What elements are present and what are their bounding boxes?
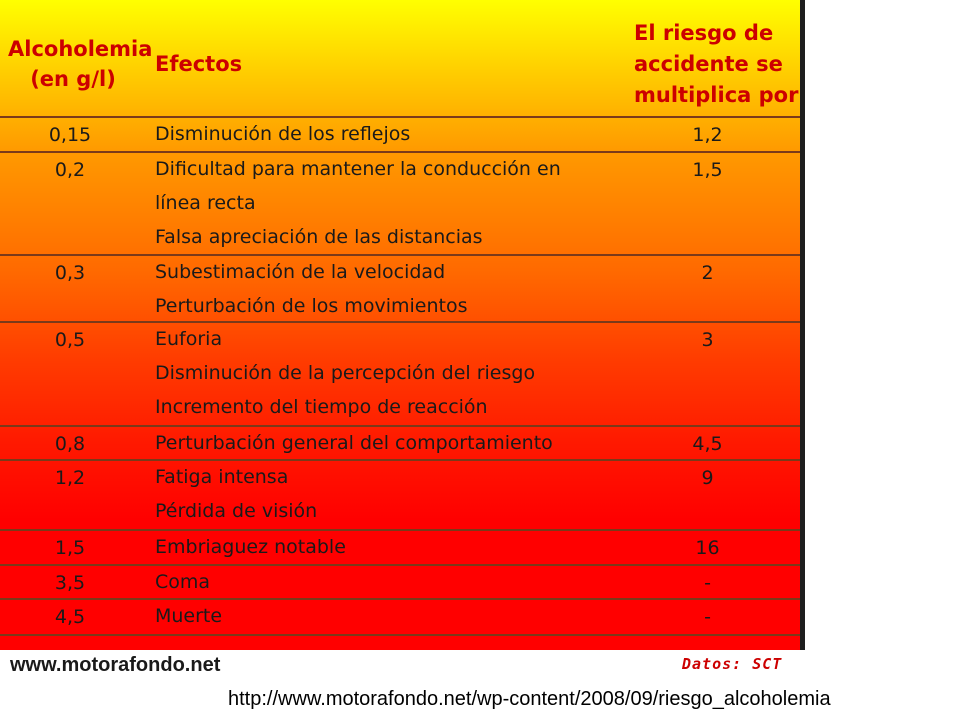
effects-cell [155, 599, 222, 633]
source-url-caption: http://www.motorafondo.net/wp-content/2008/09/riesgo_alcoholemia [228, 688, 831, 710]
table-right-border [800, 0, 805, 650]
risk-multiplier-cell: 16 [695, 537, 720, 559]
alcohol-level-cell: 1,5 [54, 537, 86, 559]
effects-cell [155, 530, 346, 564]
effect-line: Subestimación de la velocidad [155, 261, 446, 283]
effect-line: Euforia [155, 328, 223, 350]
alcohol-level-cell: 3,5 [54, 572, 86, 594]
table-row [0, 459, 800, 531]
effects-cell [155, 255, 468, 323]
effect-line: Coma [155, 571, 211, 593]
alcohol-level-cell: 0,15 [48, 124, 92, 146]
alcohol-level-cell: 0,3 [54, 262, 86, 284]
header-risk-line: accidente se [634, 52, 783, 76]
effect-line: Disminución de la percepción del riesgo [155, 362, 536, 384]
table-row [0, 254, 800, 323]
site-logo-text: www.motorafondo.net [10, 654, 221, 676]
header-alcohol [8, 34, 153, 94]
alcohol-level-cell: 0,2 [54, 159, 86, 181]
effects-cell [155, 460, 317, 528]
alcohol-level-cell: 4,5 [54, 606, 86, 628]
data-credit: Datos: SCT [682, 655, 783, 673]
header-risk-line: multiplica por [634, 83, 799, 107]
table-row [0, 321, 800, 427]
risk-multiplier-cell: - [704, 572, 711, 594]
risk-multiplier-cell: 1,2 [692, 124, 723, 146]
alcohol-level-cell: 1,2 [54, 467, 86, 489]
effect-line: Pérdida de visión [155, 500, 318, 522]
table-bottom-border [0, 634, 800, 636]
header-risk [634, 18, 798, 111]
alcohol-level-cell: 0,5 [54, 329, 86, 351]
effects-cell [155, 152, 561, 254]
table-row [0, 529, 800, 566]
header-alcohol-line: (en g/l) [30, 67, 116, 91]
effect-line: Falsa apreciación de las distancias [155, 226, 483, 248]
table-row [0, 598, 800, 636]
effect-line: línea recta [155, 192, 256, 214]
table-row [0, 564, 800, 600]
effects-cell [155, 322, 535, 424]
table-header [0, 0, 800, 113]
effect-line: Incremento del tiempo de reacción [155, 396, 488, 418]
table-row [0, 116, 800, 153]
effects-cell [155, 117, 410, 151]
risk-multiplier-cell: 3 [701, 329, 714, 351]
effect-line: Perturbación general del comportamiento [155, 432, 553, 454]
effect-line: Dificultad para mantener la conducción en [155, 158, 561, 180]
risk-multiplier-cell: 4,5 [692, 433, 723, 455]
risk-multiplier-cell: 2 [701, 262, 714, 284]
header-alcohol-line: Alcoholemia [8, 37, 153, 61]
effect-line: Fatiga intensa [155, 466, 289, 488]
table-row [0, 425, 800, 461]
table-row [0, 151, 800, 256]
header-risk-line: El riesgo de [634, 21, 774, 45]
effect-line: Perturbación de los movimientos [155, 295, 468, 317]
alcohol-level-cell: 0,8 [54, 433, 86, 455]
header-effects: Efectos [155, 52, 243, 76]
effect-line: Embriaguez notable [155, 536, 346, 558]
effects-cell [155, 426, 553, 460]
risk-multiplier-cell: - [704, 606, 711, 628]
effects-cell [155, 565, 210, 599]
effect-line: Muerte [155, 605, 223, 627]
effect-line: Disminución de los reflejos [155, 123, 411, 145]
risk-multiplier-cell: 1,5 [692, 159, 723, 181]
risk-multiplier-cell: 9 [701, 467, 714, 489]
